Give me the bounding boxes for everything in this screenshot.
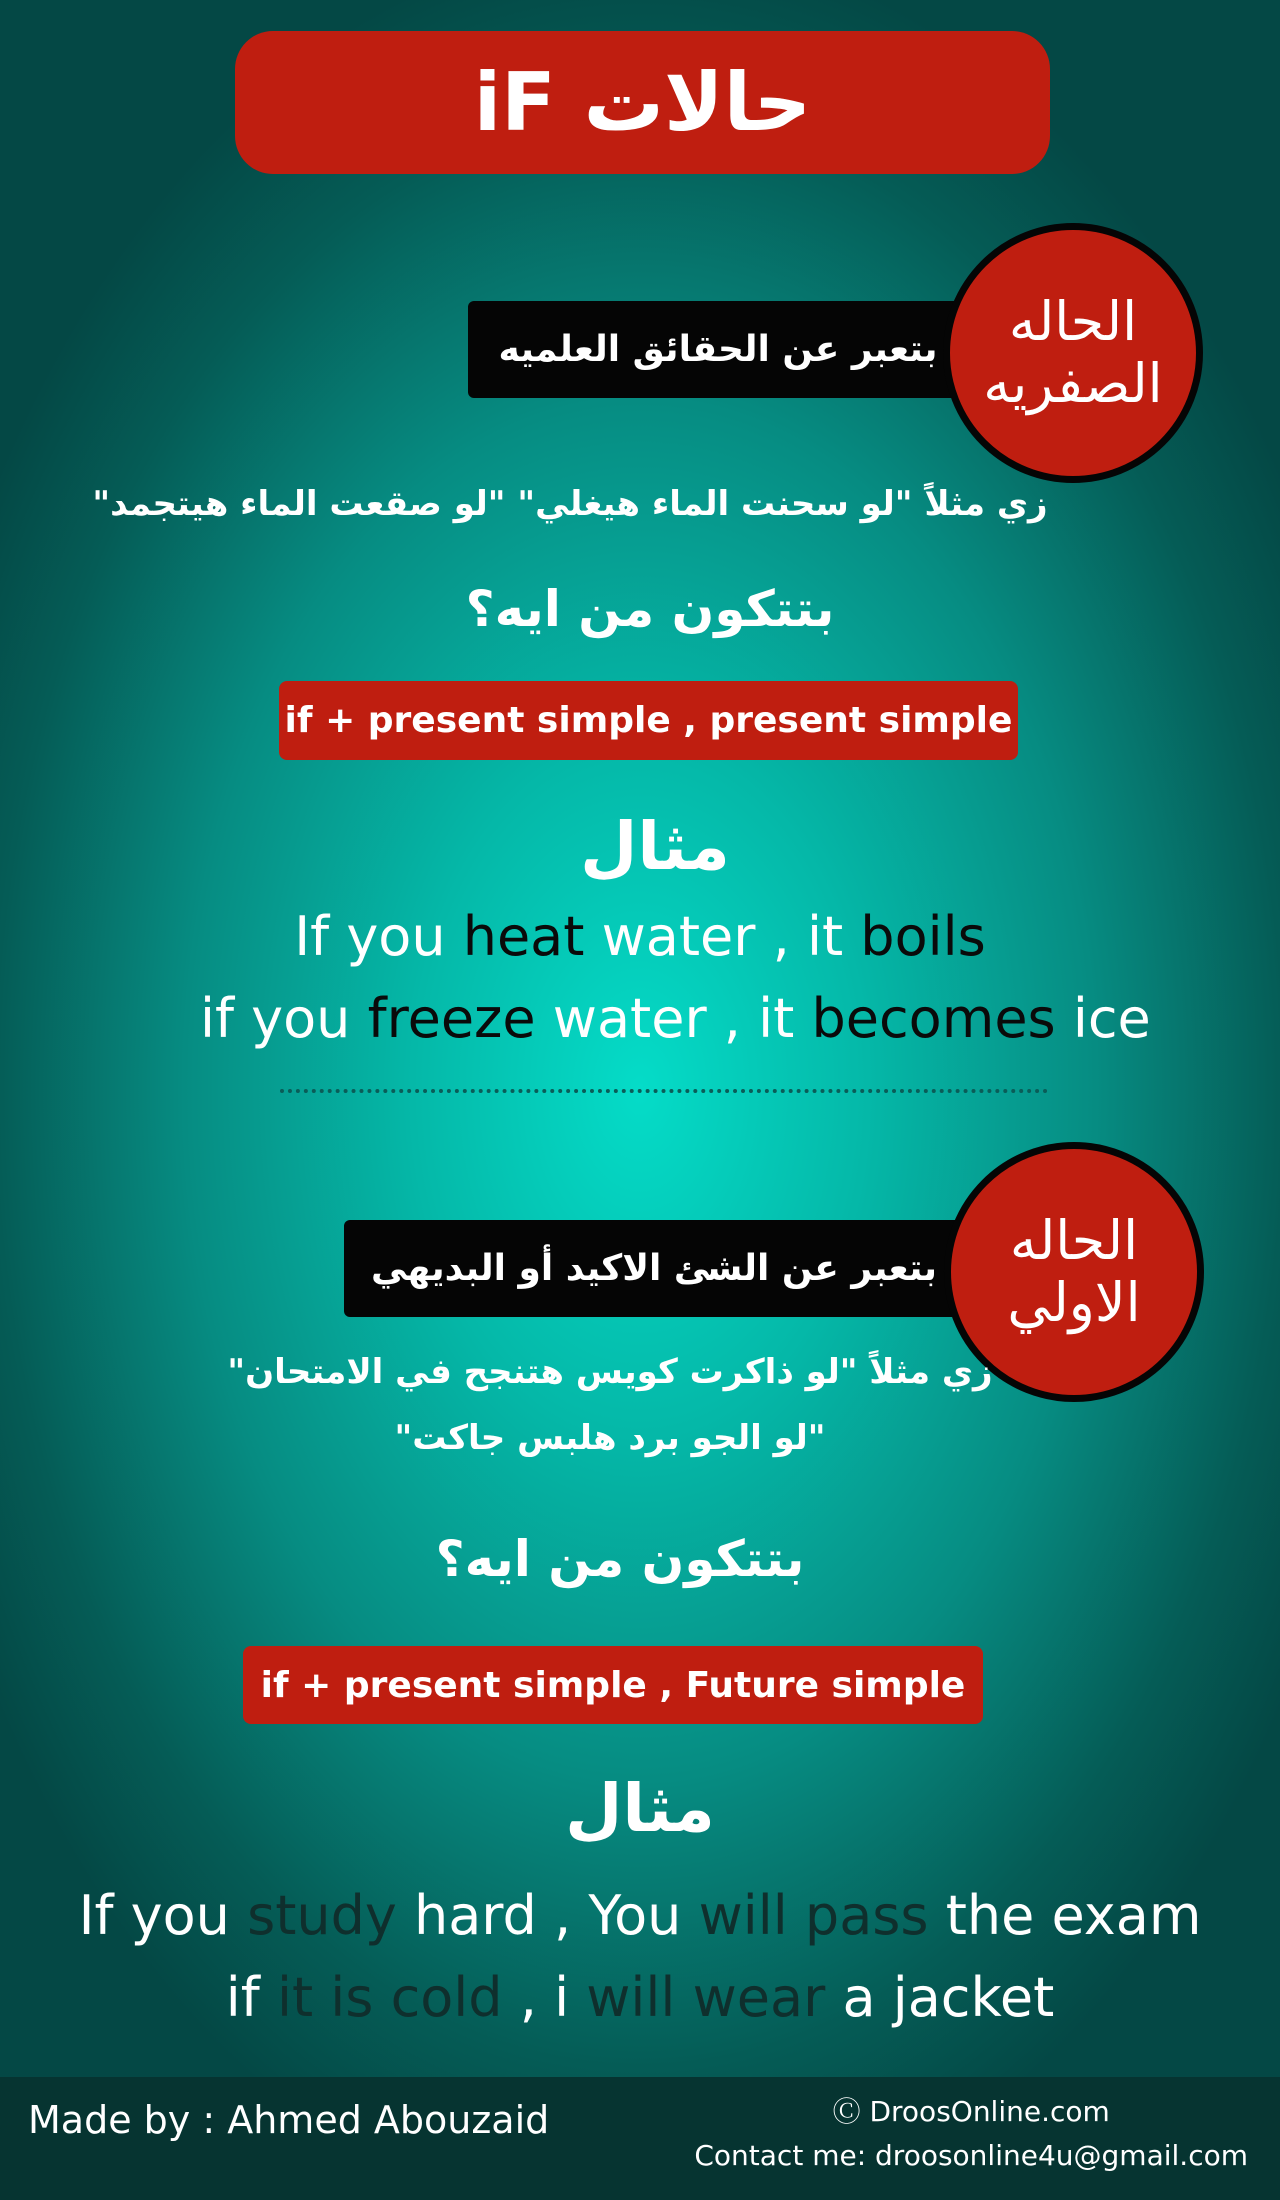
footer-site-line: [694, 2090, 1248, 2134]
page-title: حالات iF: [473, 56, 812, 149]
section-2-sentence-1: If you study hard , You will pass the exam: [78, 1884, 1202, 1947]
footer-made-by: Made by : Ahmed Abouzaid: [28, 2098, 550, 2142]
section-2-description: بتعبر عن الشئ الاكيد أو البديهي: [370, 1248, 938, 1289]
section-1-formula: if + present simple , present simple: [279, 681, 1018, 760]
section-1-example-heading: مثال: [580, 808, 730, 885]
title-banner: [235, 31, 1050, 174]
section-2-formula: if + present simple , Future simple: [243, 1646, 983, 1724]
section-1-circle-badge: [943, 223, 1203, 483]
section-divider: [280, 1089, 1048, 1093]
footer-site: DroosOnline.com: [869, 2095, 1110, 2128]
section-2-sentence-2: if it is cold , i will wear a jacket: [225, 1966, 1055, 2029]
section-1-sentence-1: If you heat water , it boils: [294, 905, 986, 968]
copyright-icon: Ⓒ: [832, 2095, 870, 2128]
section-1-sentence-2: if you freeze water , it becomes ice: [200, 987, 1151, 1050]
section-1-circle-line2: الصفريه: [983, 352, 1163, 415]
section-1-circle-line1: الحاله: [1008, 289, 1138, 353]
section-1-description: بتعبر عن الحقائق العلميه: [498, 329, 938, 370]
section-2-description-box: [344, 1220, 964, 1317]
section-2-example-heading: مثال: [565, 1770, 715, 1847]
section-1-example-text: زي مثلاً "لو سحنت الماء هيغلي" "لو صقعت الماء هيتجمد": [92, 484, 1048, 524]
section-2-example-text-line2: "لو الجو برد هلبس جاكت": [394, 1418, 826, 1458]
footer-contact: Contact me: droosonline4u@gmail.com: [694, 2139, 1248, 2172]
section-1-question: بتتكون من ايه؟: [465, 580, 835, 638]
section-2-circle-line2: الاولي: [1007, 1271, 1141, 1334]
section-2-circle-line1: الحاله: [1009, 1208, 1139, 1272]
footer-contact-block: [694, 2090, 1248, 2178]
section-2-example-text-line1: زي مثلاً "لو ذاكرت كويس هتنجح في الامتحان": [227, 1352, 993, 1392]
section-1-description-box: [468, 301, 968, 398]
section-2-question: بتتكون من ايه؟: [435, 1530, 805, 1588]
